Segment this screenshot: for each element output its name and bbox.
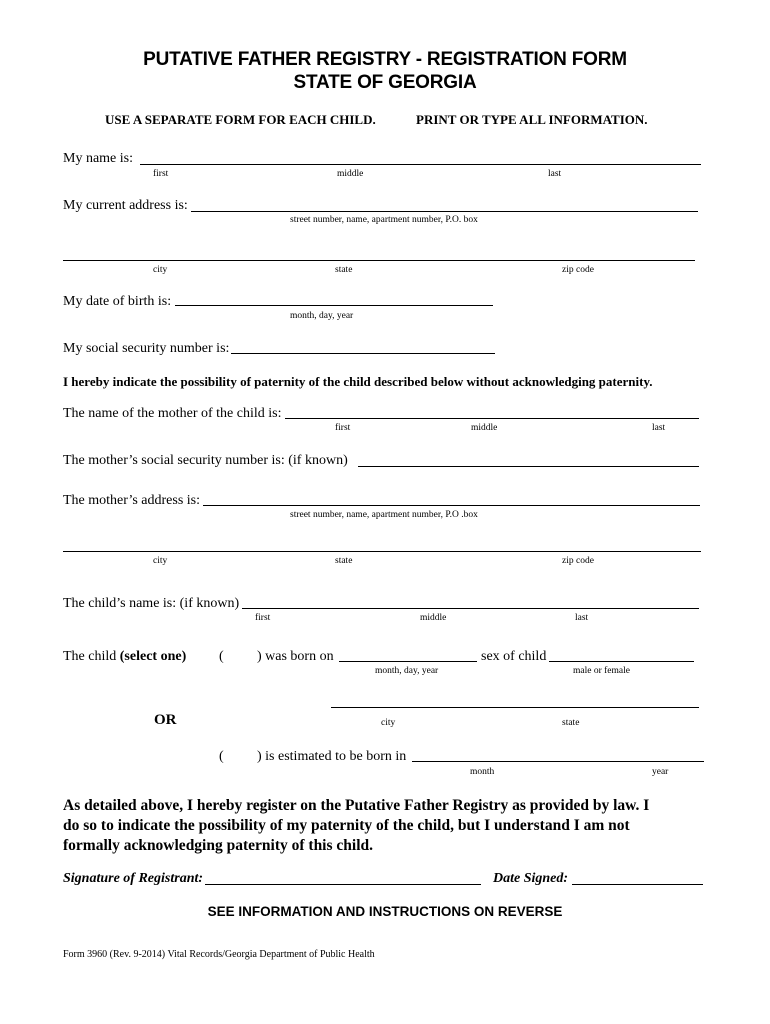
- estimated-born-label: ) is estimated to be born in: [257, 749, 407, 764]
- estimated-month-sublabel: month: [470, 767, 495, 777]
- child-select-bold: (select one): [119, 649, 187, 664]
- registrant-last-sublabel: last: [548, 169, 562, 179]
- registrant-city-state-zip-field[interactable]: [63, 260, 695, 261]
- sex-of-child-label: sex of child: [481, 649, 547, 664]
- born-on-checkbox-open-paren[interactable]: (: [219, 649, 224, 664]
- child-name-field[interactable]: [242, 608, 699, 609]
- form-footer: Form 3960 (Rev. 9-2014) Vital Records/Georgia Department of Public Health: [63, 949, 375, 960]
- registrant-name-field[interactable]: [140, 164, 701, 165]
- see-info-notice: SEE INFORMATION AND INSTRUCTIONS ON REVERSE: [207, 904, 563, 919]
- registrant-ssn-label: My social security number is:: [63, 341, 230, 356]
- declaration-line-1: As detailed above, I hereby register on the Putative Father Registry as provided by law. I: [63, 797, 650, 814]
- mother-ssn-field[interactable]: [358, 466, 699, 467]
- mother-address-label: The mother’s address is:: [63, 493, 200, 508]
- form-subtitle-state: STATE OF GEORGIA: [293, 72, 477, 93]
- registrant-middle-sublabel: middle: [337, 169, 364, 179]
- mother-name-label: The name of the mother of the child is:: [63, 406, 282, 421]
- registrant-address-sublabel: street number, name, apartment number, P.O. box: [290, 215, 478, 225]
- estimated-date-field[interactable]: [412, 761, 704, 762]
- born-city-state-field[interactable]: [331, 707, 699, 708]
- registrant-dob-label: My date of birth is:: [63, 294, 172, 309]
- instruction-print-type: PRINT OR TYPE ALL INFORMATION.: [416, 112, 648, 127]
- sex-of-child-sublabel: male or female: [573, 666, 630, 676]
- child-name-label: The child’s name is: (if known): [63, 596, 240, 611]
- child-select-label: [63, 649, 186, 665]
- mother-state-sublabel: state: [335, 556, 353, 566]
- registrant-address-field[interactable]: [191, 211, 698, 212]
- mother-last-sublabel: last: [652, 423, 666, 433]
- date-signed-field[interactable]: [572, 884, 703, 885]
- mother-city-sublabel: city: [153, 556, 168, 566]
- child-select-prefix: The child: [63, 649, 120, 664]
- mother-middle-sublabel: middle: [471, 423, 498, 433]
- born-on-label: ) was born on: [257, 649, 334, 664]
- mother-address-sublabel: street number, name, apartment number, P.O .box: [290, 510, 478, 520]
- registrant-address-label: My current address is:: [63, 198, 188, 213]
- form-title: PUTATIVE FATHER REGISTRY - REGISTRATION FORM: [143, 49, 627, 70]
- mother-zip-sublabel: zip code: [562, 556, 594, 566]
- child-first-sublabel: first: [255, 613, 271, 623]
- born-on-date-sublabel: month, day, year: [375, 666, 439, 676]
- child-last-sublabel: last: [575, 613, 589, 623]
- child-middle-sublabel: middle: [420, 613, 447, 623]
- registrant-zip-sublabel: zip code: [562, 265, 594, 275]
- sex-of-child-field[interactable]: [549, 661, 694, 662]
- declaration-line-2: do so to indicate the possibility of my paternity of the child, but I understand I am not: [63, 817, 630, 834]
- estimated-year-sublabel: year: [652, 767, 669, 777]
- mother-ssn-label: The mother’s social security number is: (if known): [63, 453, 348, 468]
- or-label: OR: [154, 712, 177, 728]
- registrant-dob-sublabel: month, day, year: [290, 311, 354, 321]
- mother-name-field[interactable]: [285, 418, 699, 419]
- registrant-name-label: My name is:: [63, 151, 133, 166]
- registrant-state-sublabel: state: [335, 265, 353, 275]
- mother-first-sublabel: first: [335, 423, 351, 433]
- declaration-line-3: formally acknowledging paternity of this child.: [63, 837, 374, 854]
- born-city-sublabel: city: [381, 718, 396, 728]
- born-state-sublabel: state: [562, 718, 580, 728]
- instruction-separate-form: USE A SEPARATE FORM FOR EACH CHILD.: [105, 112, 376, 127]
- paternity-statement: I hereby indicate the possibility of paternity of the child described below without acknowledging paternity.: [63, 374, 653, 389]
- estimated-checkbox-open-paren[interactable]: (: [219, 749, 224, 764]
- born-on-date-field[interactable]: [339, 661, 477, 662]
- signature-label: Signature of Registrant:: [63, 871, 204, 886]
- registrant-first-sublabel: first: [153, 169, 169, 179]
- registrant-city-sublabel: city: [153, 265, 168, 275]
- signature-field[interactable]: [205, 884, 481, 885]
- date-signed-label: Date Signed:: [493, 871, 569, 886]
- mother-address-field[interactable]: [203, 505, 700, 506]
- registrant-dob-field[interactable]: [175, 305, 493, 306]
- registrant-ssn-field[interactable]: [231, 353, 495, 354]
- mother-city-state-zip-field[interactable]: [63, 551, 701, 552]
